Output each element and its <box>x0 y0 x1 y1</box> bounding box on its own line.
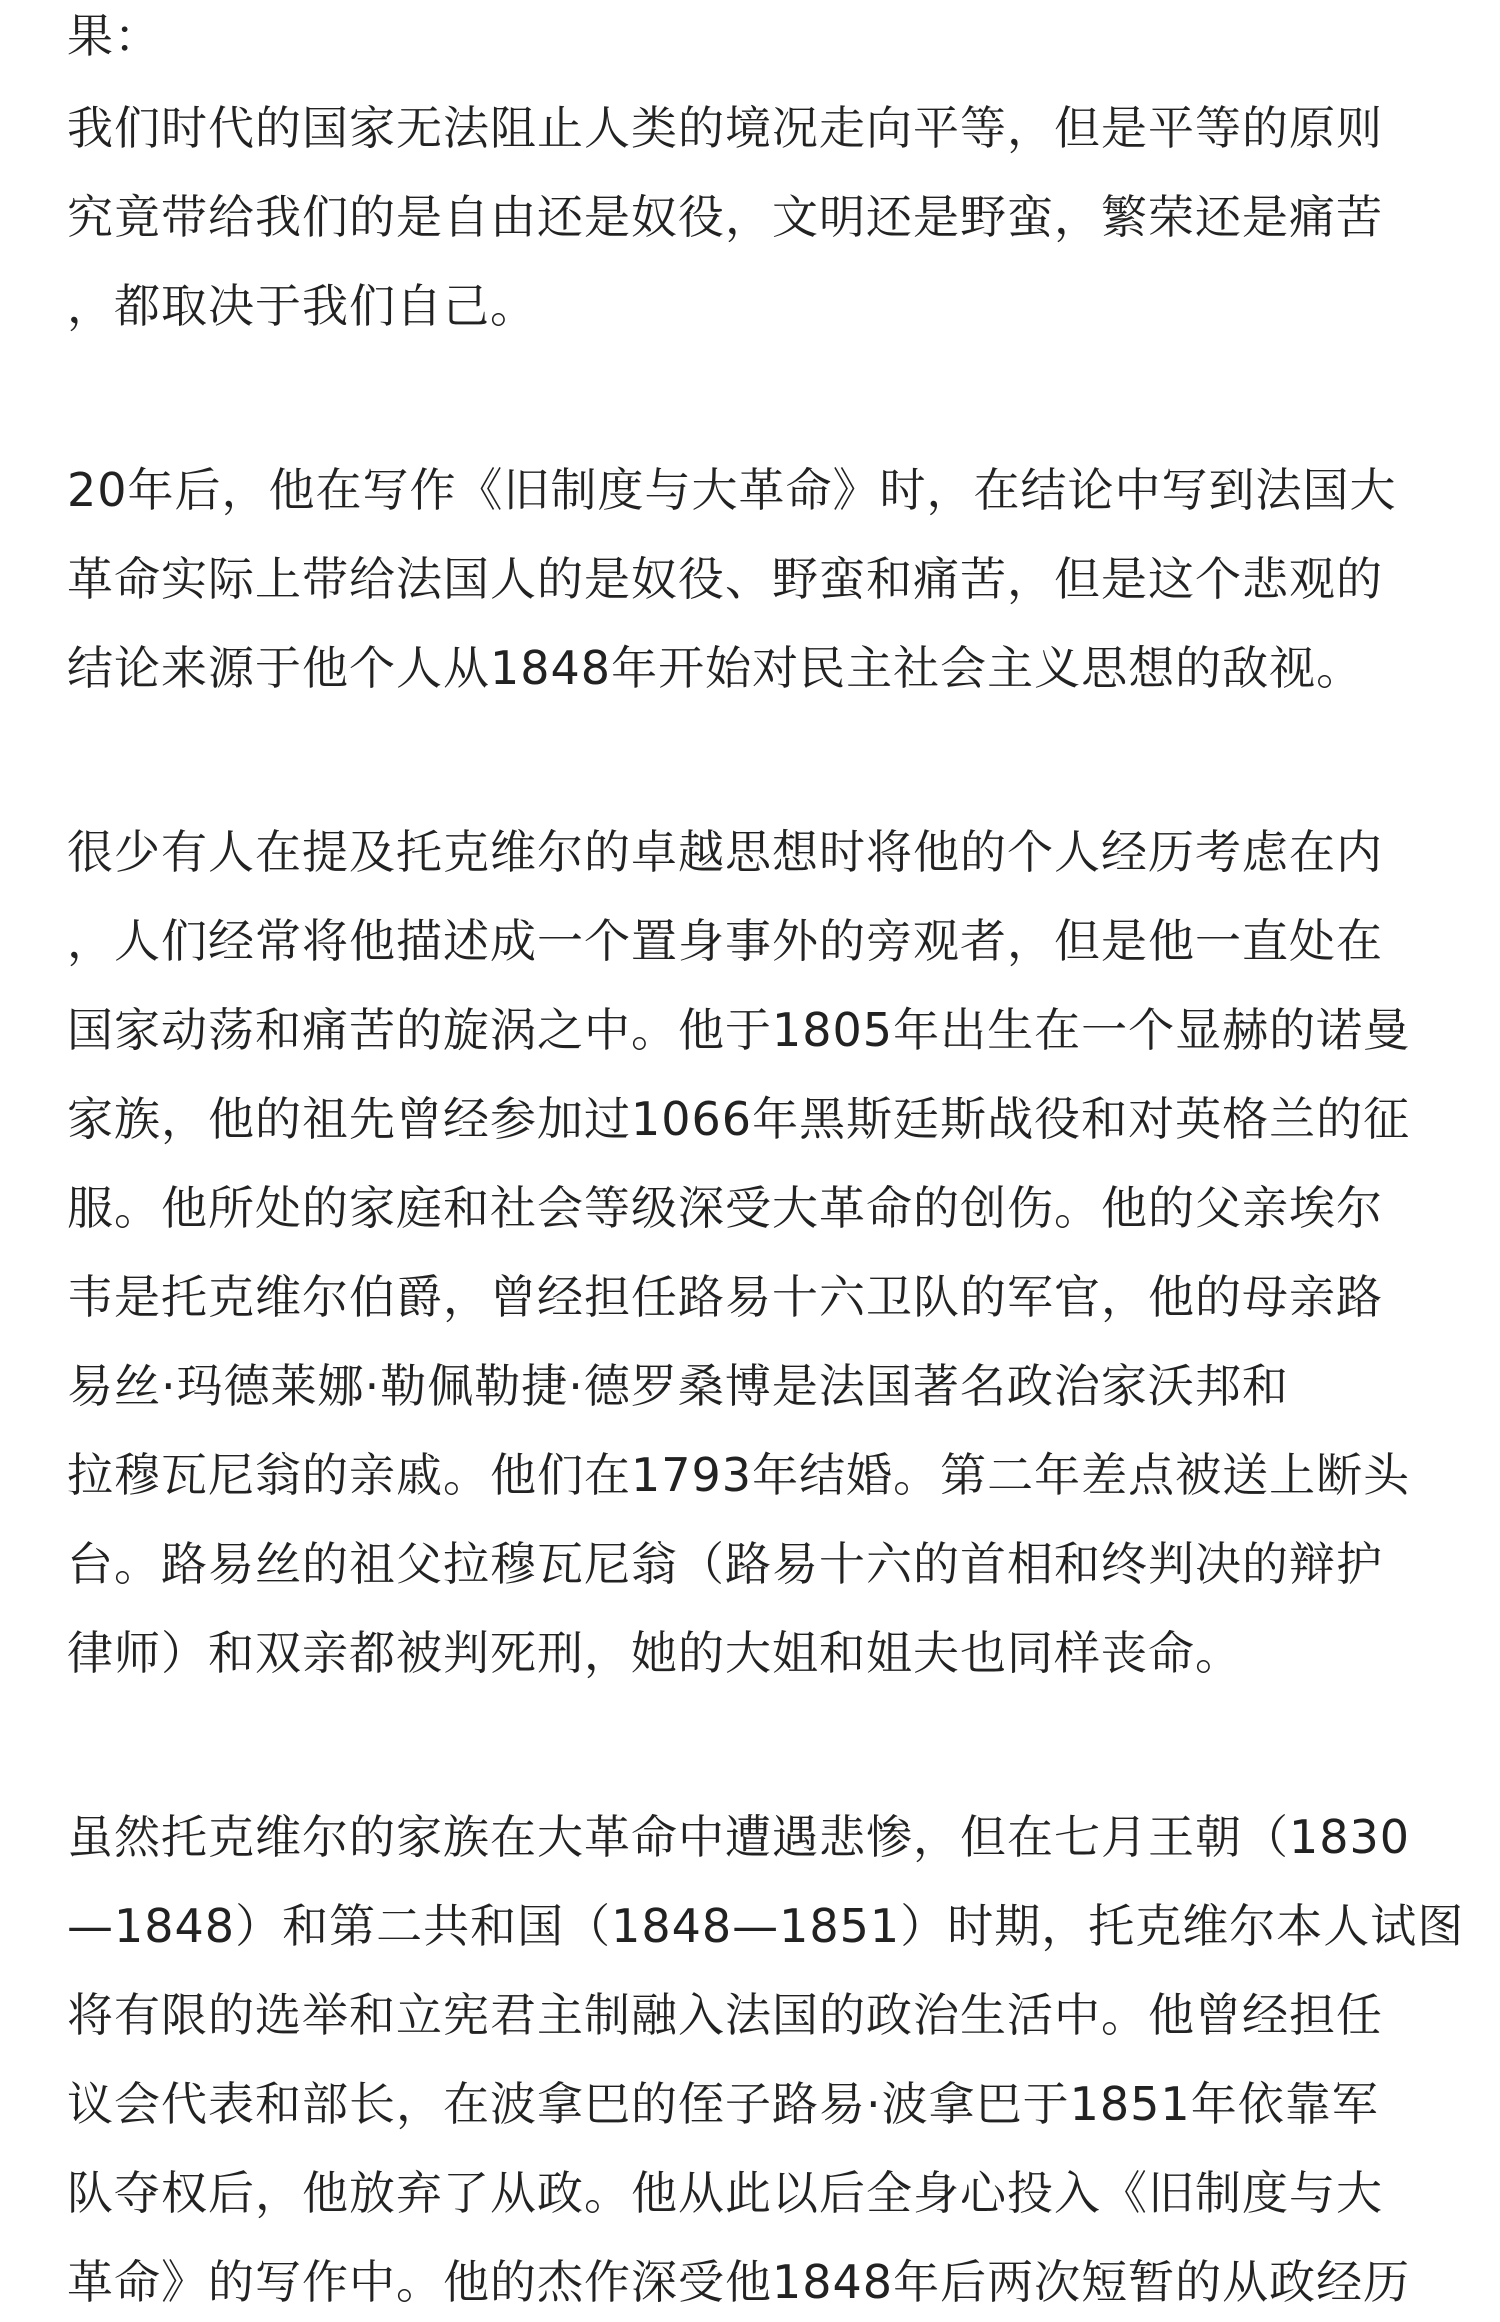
text-line: 将有限的选举和立宪君主制融入法国的政治生活中。他曾经担任 <box>67 1988 1383 2042</box>
text-line: 议会代表和部长，在波拿巴的侄子路易·波拿巴于1851年依靠军 <box>67 2077 1379 2131</box>
text-line: 服。他所处的家庭和社会等级深受大革命的创伤。他的父亲埃尔 <box>67 1181 1383 1235</box>
text-line: 我们时代的国家无法阻止人类的境况走向平等，但是平等的原则 <box>67 101 1383 155</box>
text-line: 拉穆瓦尼翁的亲戚。他们在1793年结婚。第二年差点被送上断头 <box>67 1448 1411 1502</box>
text-line: 结论来源于他个人从1848年开始对民主社会主义思想的敌视。 <box>67 641 1364 695</box>
text-line: ，人们经常将他描述成一个置身事外的旁观者，但是他一直处在 <box>67 914 1383 968</box>
text-line: 果： <box>67 9 161 63</box>
text-line: ，都取决于我们自己。 <box>67 279 537 333</box>
text-line: 易丝·玛德莱娜·勒佩勒捷·德罗桑博是法国著名政治家沃邦和 <box>67 1359 1289 1413</box>
text-line: 革命实际上带给法国人的是奴役、野蛮和痛苦，但是这个悲观的 <box>67 552 1383 606</box>
text-line: —1848）和第二共和国（1848—1851）时期，托克维尔本人试图 <box>67 1899 1465 1953</box>
text-line: 台。路易丝的祖父拉穆瓦尼翁（路易十六的首相和终判决的辩护 <box>67 1537 1383 1591</box>
text-line: 队夺权后，他放弃了从政。他从此以后全身心投入《旧制度与大 <box>67 2166 1383 2220</box>
text-line: 革命》的写作中。他的杰作深受他1848年后两次短暂的从政经历 <box>67 2255 1411 2309</box>
text-line: 20年后，他在写作《旧制度与大革命》时，在结论中写到法国大 <box>67 463 1397 517</box>
text-line: 律师）和双亲都被判死刑，她的大姐和姐夫也同样丧命。 <box>67 1626 1242 1680</box>
text-line: 韦是托克维尔伯爵，曾经担任路易十六卫队的军官，他的母亲路 <box>67 1270 1383 1324</box>
text-line: 究竟带给我们的是自由还是奴役，文明还是野蛮，繁荣还是痛苦 <box>67 190 1383 244</box>
text-line: 国家动荡和痛苦的旋涡之中。他于1805年出生在一个显赫的诺曼 <box>67 1003 1411 1057</box>
text-line: 家族，他的祖先曾经参加过1066年黑斯廷斯战役和对英格兰的征 <box>67 1092 1411 1146</box>
text-line: 很少有人在提及托克维尔的卓越思想时将他的个人经历考虑在内 <box>67 825 1383 879</box>
text-line: 虽然托克维尔的家族在大革命中遭遇悲惨，但在七月王朝（1830 <box>67 1810 1411 1864</box>
